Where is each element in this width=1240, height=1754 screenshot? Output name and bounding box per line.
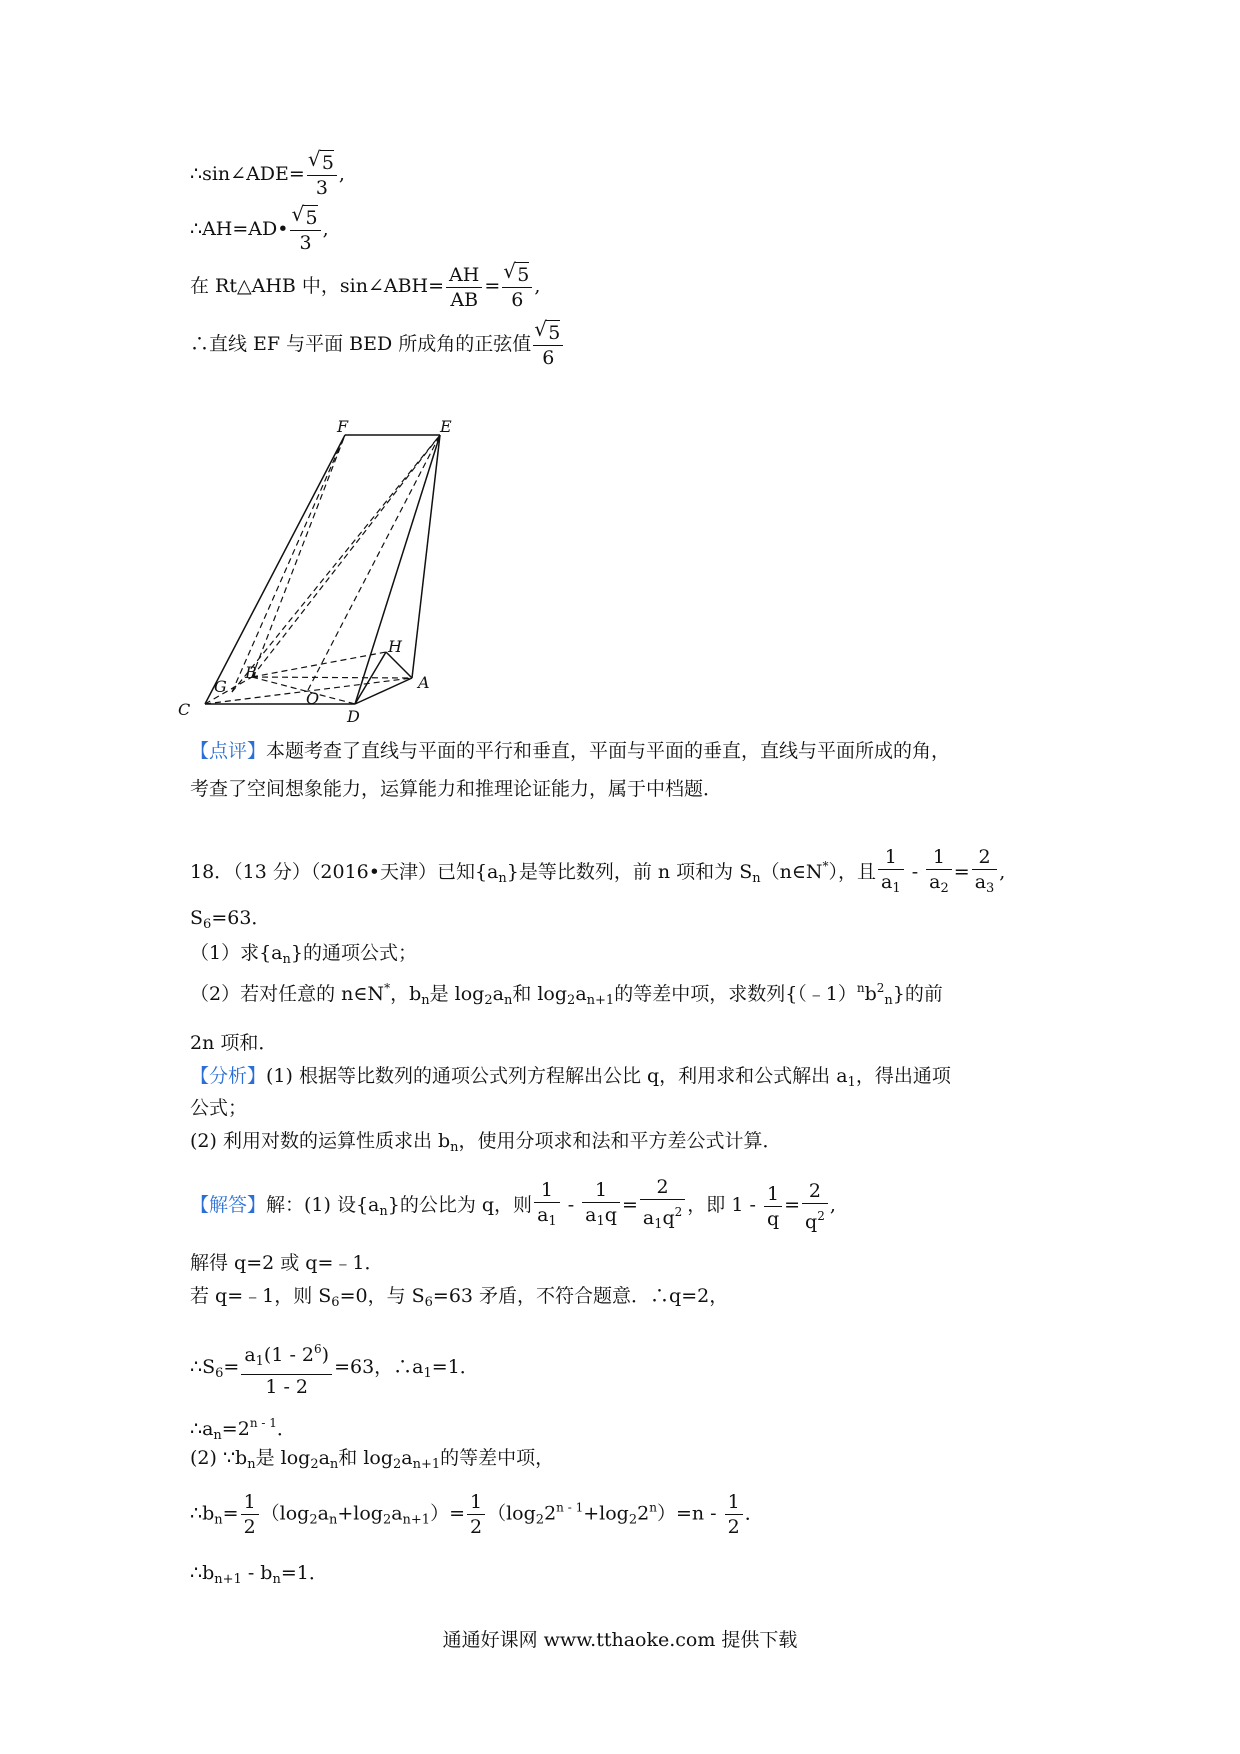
edge-gf — [232, 435, 345, 692]
label-d: D — [347, 707, 360, 726]
solution-line-4: $\therefore S_6=$ $\frac{a_1(1 - 2^6)}{1 - 2}$ =63，$\therefore a_1=1$． — [190, 1337, 479, 1399]
q18-s6: $S_6=63$． — [190, 907, 271, 932]
edge-ge — [232, 435, 440, 692]
label-c: C — [178, 700, 191, 719]
edge-bh — [252, 652, 386, 677]
solution-line-7: $\therefore b_n=$ $\frac{1}{2}$ $(\log_2a_n+\log_2a_{n+1})=$ $\frac{1}{2}$ $(\log_22^{n - 1}+\log_22^n)=n$ - $\frac{1}{2}$ ． — [190, 1491, 764, 1538]
geometry-figure — [178, 417, 550, 726]
fraction — [502, 262, 532, 312]
solution-tag: 【解答】 — [190, 1194, 267, 1216]
comment-tag: 【点评】 — [190, 740, 267, 762]
denominator: 3 — [299, 232, 312, 254]
sqrt: √ 5 — [546, 320, 560, 345]
solution-line-3: 若 q=﹣1，则 $S_6=0$，与 $S_6=63$ 矛盾，不符合题意．∴q=2， — [190, 1285, 729, 1310]
minus: - — [905, 861, 925, 883]
comma: , — [534, 275, 541, 297]
text: 18．（13 分）（2016•天津）已知{a — [190, 861, 499, 883]
denominator: 6 — [511, 289, 524, 311]
q18-part1: （1）求$\{a_n\}$的通项公式； — [190, 942, 417, 967]
comment-line-1 — [190, 738, 950, 764]
analysis-tag: 【分析】 — [190, 1065, 267, 1087]
comma: , — [322, 218, 329, 240]
text: ∴直线 EF 与平面 BED 所成角的正弦值 — [190, 333, 532, 355]
label-f: F — [337, 417, 349, 436]
edge-bf — [252, 435, 345, 677]
label-o: O — [306, 689, 320, 708]
solution-line-5: $\therefore a_n=2^{n - 1}$． — [190, 1416, 296, 1443]
fraction: $\frac{2}{a_3}$ — [972, 845, 998, 901]
denominator: 6 — [542, 347, 555, 369]
text: ∴AH=AD• — [190, 218, 289, 240]
label-e: E — [440, 417, 452, 436]
analysis-line-2: 公式； — [190, 1097, 248, 1119]
text: ∴sin∠ADE= — [190, 163, 305, 185]
solution-line-6: (2) $\because b_n$是 $\log_2a_n$和 $\log_2a_{n+1}$的等差中项， — [190, 1447, 555, 1472]
fraction: $\frac{1}{a_1}$ — [878, 845, 904, 901]
comma: , — [999, 861, 1006, 883]
numerator: AH — [446, 263, 482, 288]
text: 在 Rt△AHB 中，sin∠ABH= — [190, 275, 445, 297]
comment-line-2 — [190, 776, 722, 802]
solution-line-1: 【解答】解：(1) 设$\{a_n\}$的公比为 q，则 $\frac{1}{a_1}$ - $\frac{1}{a_1q}$ = $\frac{2}{a_1q^2}$ ，即 1 - $\frac{1}{q}$ = $\frac{2}{q^2}$ , — [190, 1176, 836, 1233]
edge-ba — [252, 677, 412, 678]
solution-line-2: 解得 q=2 或 q=﹣1． — [190, 1252, 384, 1274]
denominator: AB — [450, 288, 479, 311]
fraction: $\frac{1}{a_2}$ — [926, 845, 952, 901]
line-sin-abh — [190, 262, 540, 312]
q18-head: 18．（13 分）（2016•天津）已知$\{a_n\}$是等比数列，前 n 项和为 $S_n(n\in N^*)$，且 $\frac{1}{a_1}$ - $\frac{1}{a_2}$ = $\frac{2}{a_3}$ , — [190, 845, 1005, 901]
label-b: B — [245, 663, 257, 682]
line-sin-ade — [190, 150, 345, 200]
label-a: A — [418, 673, 430, 692]
page-footer: 通通好课网 www.tthaoke.com 提供下载 — [442, 1629, 798, 1651]
fraction — [533, 320, 563, 370]
analysis-line-1: 【分析】(1) 根据等比数列的通项公式列方程解出公比 q，利用求和公式解出 $a_1$，得出通项 — [190, 1065, 951, 1090]
edge-be — [252, 435, 440, 677]
line-conclusion — [190, 320, 565, 370]
line-ah — [190, 205, 329, 255]
label-g: G — [214, 677, 227, 696]
edge-bd — [252, 677, 355, 704]
edge-oe — [308, 435, 440, 690]
solution-line-8: $\therefore b_{n+1} - b_n=1$． — [190, 1562, 328, 1587]
comma: , — [338, 163, 345, 185]
equals: = — [953, 861, 970, 883]
fraction — [307, 150, 337, 200]
label-h: H — [388, 637, 402, 656]
sqrt: √ 5 — [515, 262, 529, 287]
edge-ea — [412, 435, 440, 678]
equals: = — [484, 275, 501, 297]
comment-text: 本题考查了直线与平面的平行和垂直，平面与平面的垂直，直线与平面所成的角， — [266, 740, 951, 762]
q18-part2: （2）若对任意的 n∈N*，$b_n$是 $\log_2a_n$和 $\log_2a_{n+1}$的等差中项，求数列$\{(﹣1)^nb^2_n\}$的前 — [190, 981, 943, 1008]
comment-text: 考查了空间想象能力，运算能力和推理论证能力，属于中档题． — [190, 778, 723, 800]
text: （n∈N — [760, 861, 823, 883]
sqrt: √ 5 — [303, 205, 317, 230]
analysis-line-3: (2) 利用对数的运算性质求出 $b_n$，使用分项求和法和平方差公式计算． — [190, 1130, 782, 1155]
fraction — [290, 205, 320, 255]
denominator: 3 — [315, 177, 328, 199]
q18-part2-cont: 2n 项和． — [190, 1032, 278, 1054]
sqrt: √ 5 — [320, 150, 334, 175]
fraction — [446, 263, 482, 312]
text: ），且 — [828, 861, 877, 883]
text: }是等比数列，前 n 项和为 S — [506, 861, 753, 883]
